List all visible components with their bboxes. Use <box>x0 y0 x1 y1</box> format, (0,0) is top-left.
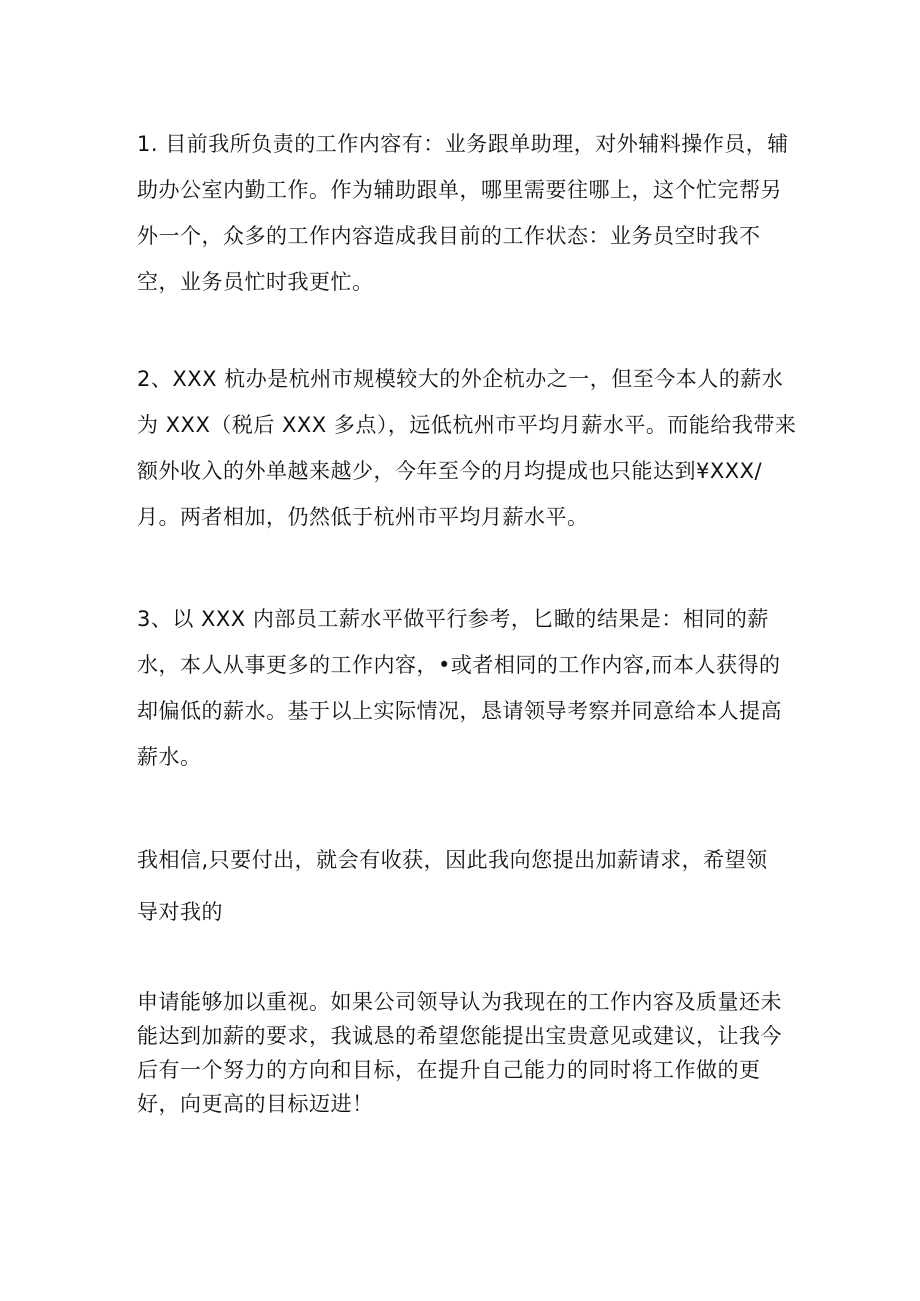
paragraph-salary-level <box>137 356 797 540</box>
text-line: 水，本人从事更多的工作内容，•或者相同的工作内容,而本人获得的 <box>137 653 781 677</box>
paragraph-internal-comparison <box>137 596 791 780</box>
text-line: 薪水。 <box>137 745 202 769</box>
text-line: 能达到加薪的要求，我诚恳的希望您能提出宝贵意见或建议，让我今 <box>137 1024 782 1048</box>
text-line: 却偏低的薪水。基于以上实际情况，恳请领导考察并同意给本人提高 <box>137 699 782 723</box>
text-line: 助办公室内勤工作。作为辅助跟单，哪里需要往哪上，这个忙完帮另 <box>137 178 782 202</box>
text-line: 2、XXX 杭办是杭州市规模较大的外企杭办之一，但至今本人的薪水 <box>137 367 784 391</box>
text-line: 为 XXX（税后 XXX 多点），远低杭州市平均月薪水平。而能给我带来 <box>137 413 797 437</box>
paragraph-closing <box>137 985 791 1121</box>
text-line: 好，向更高的目标迈进！ <box>137 1092 374 1116</box>
text-line: 后有一个努力的方向和目标，在提升自己能力的同时将工作做的更 <box>137 1058 761 1082</box>
text-line: 导对我的 <box>137 900 223 924</box>
text-line: 空，业务员忙时我更忙。 <box>137 270 374 294</box>
paragraph-raise-request <box>137 834 791 938</box>
text-line: 3、以 XXX 内部员工薪水平做平行参考，匕瞰的结果是：相同的薪 <box>137 607 769 631</box>
text-line: 月。两者相加，仍然低于杭州市平均月薪水平。 <box>137 505 589 529</box>
text-line: 1. 目前我所负责的工作内容有：业务跟单助理，对外辅料操作员，辅 <box>137 132 789 156</box>
text-line: 申请能够加以重视。如果公司领导认为我现在的工作内容及质量还未 <box>137 990 782 1014</box>
text-line: 外一个，众多的工作内容造成我目前的工作状态：业务员空时我不 <box>137 224 761 248</box>
text-line: 额外收入的外单越来越少，今年至今的月均提成也只能达到¥XXX/ <box>137 459 763 483</box>
paragraph-job-duties <box>137 121 791 305</box>
text-line: 我相信,只要付出，就会有收获，因此我向您提出加薪请求，希望领 <box>137 848 768 872</box>
